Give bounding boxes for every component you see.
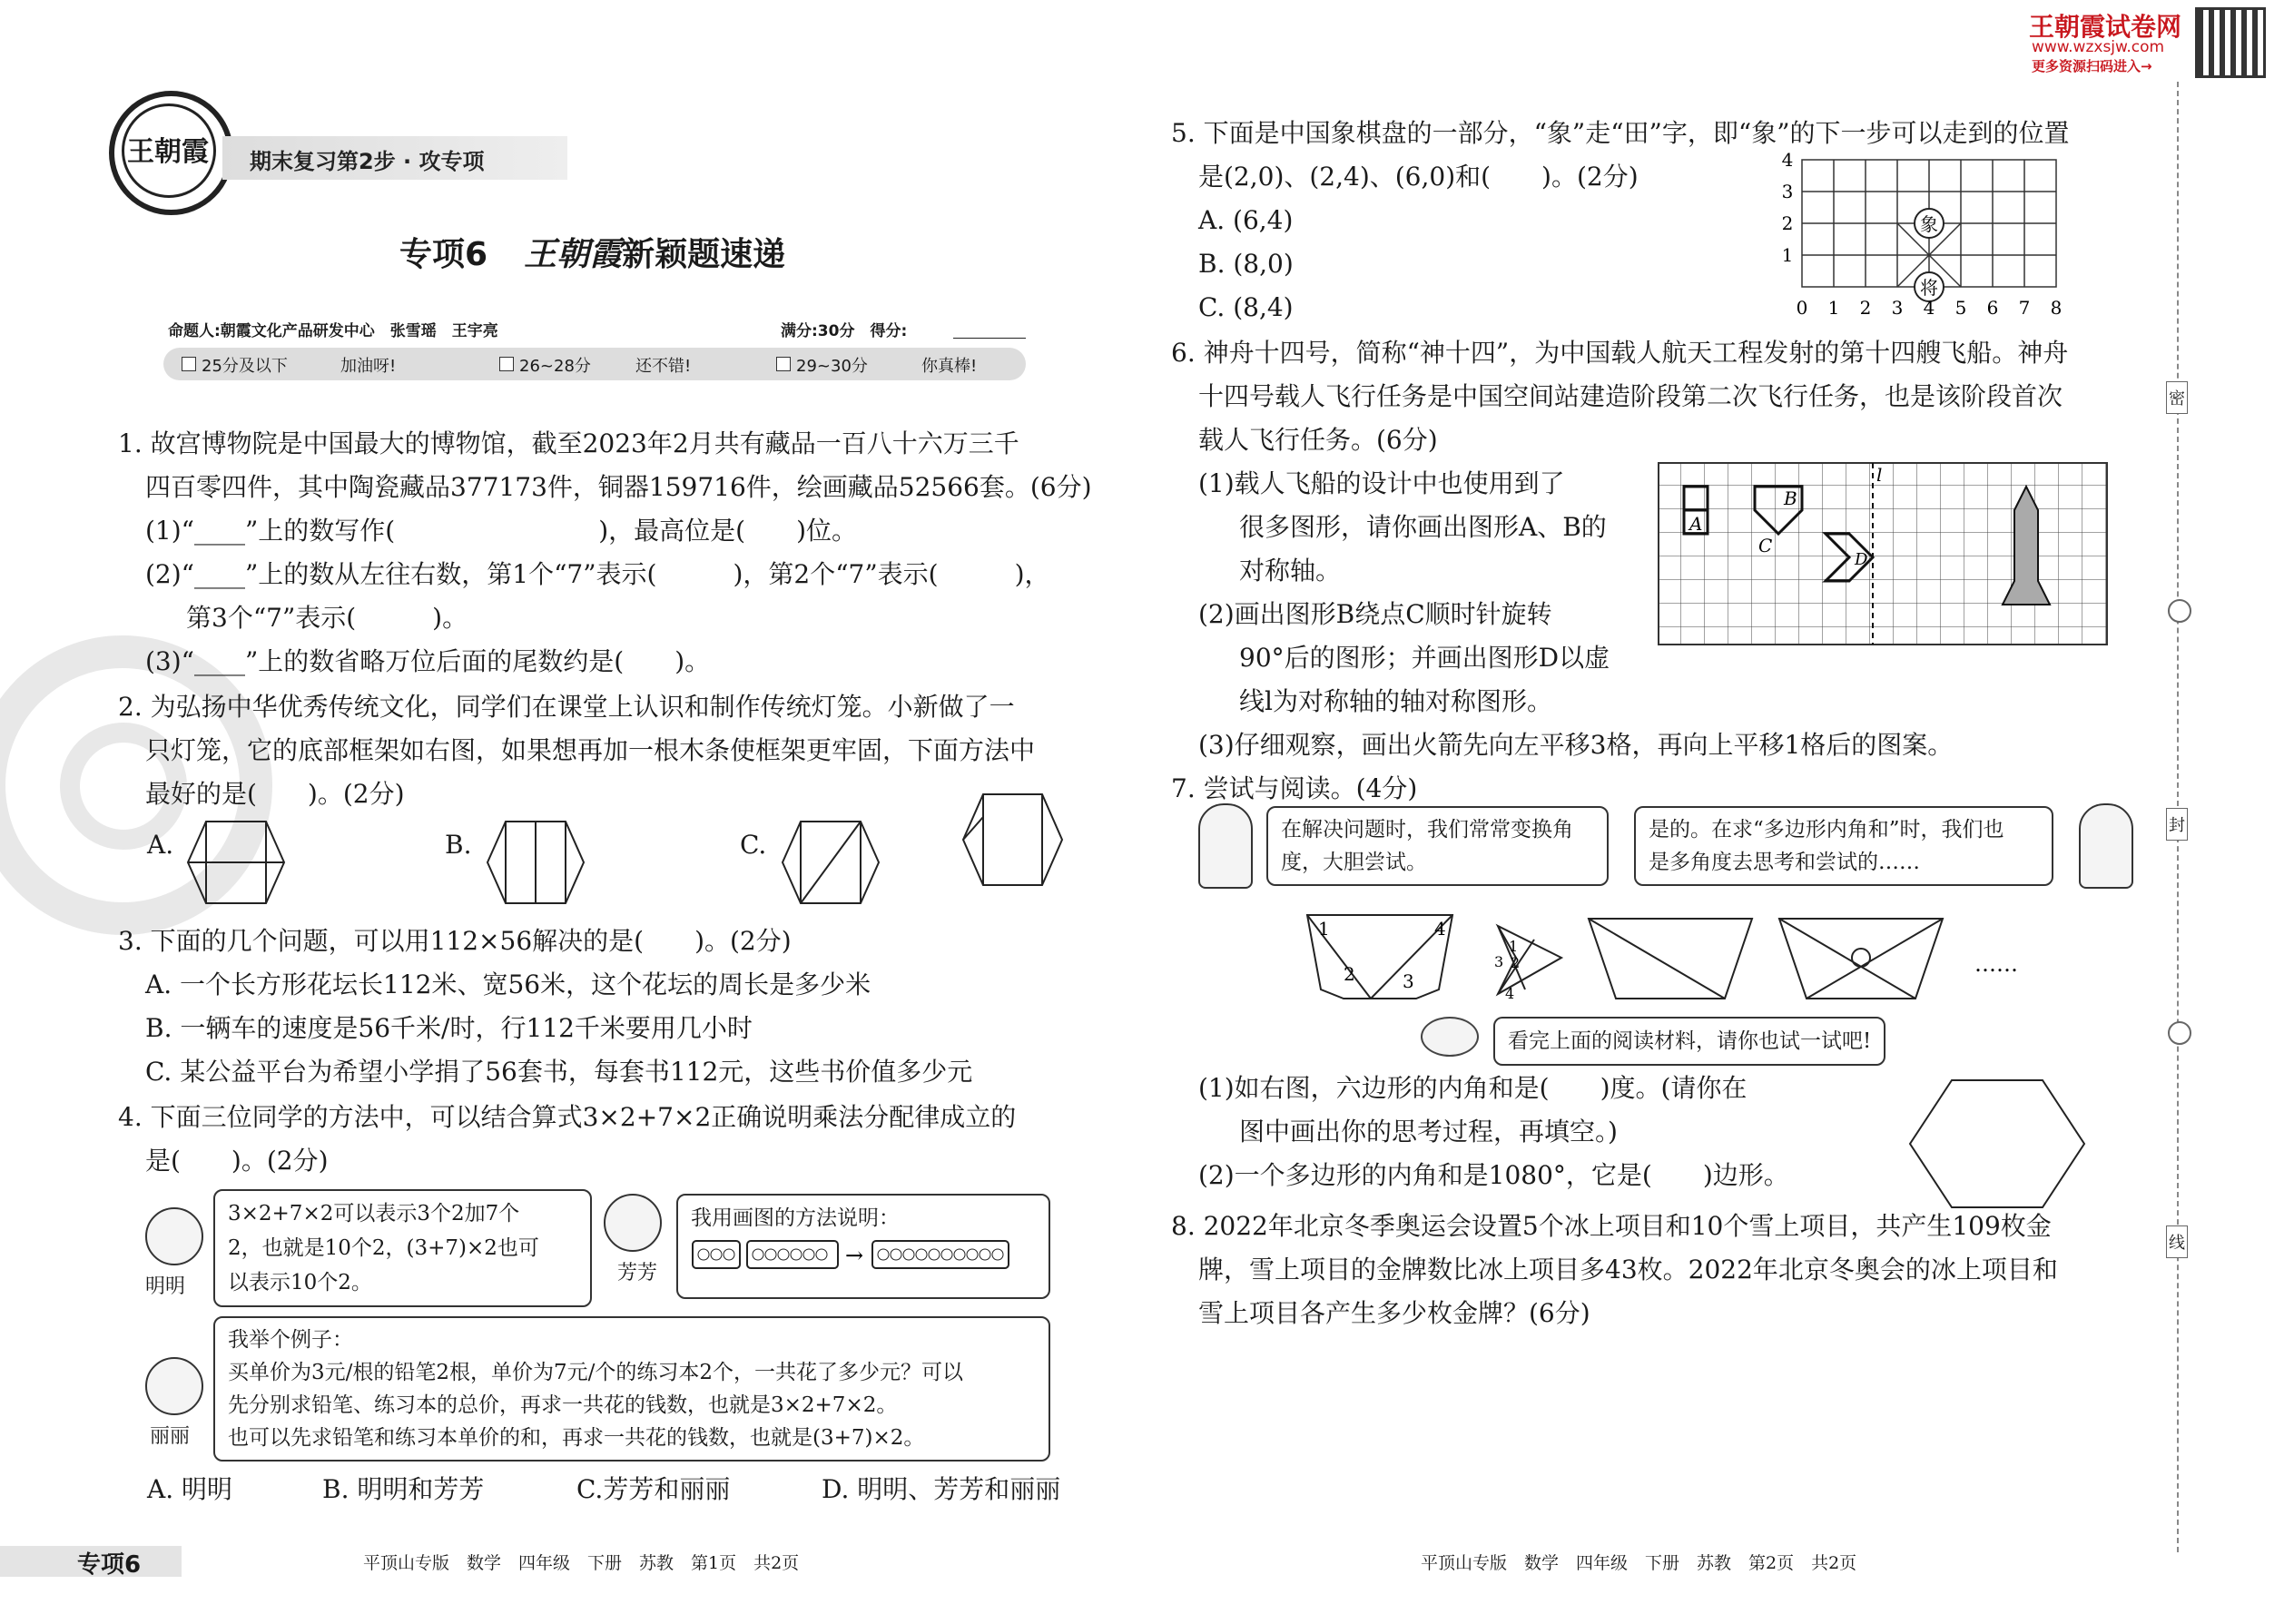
bubble-q7-left: 在解决问题时，我们常常变换角 度，大胆尝试。 — [1266, 806, 1609, 886]
seal-hole-2 — [2168, 1021, 2191, 1045]
bubble-lili: 我举个例子： 买单价为3元/根的铅笔2根，单价为7元/个的练习本2个，一共花了多少元？可以 先分别求铅笔、练习本的总价，再求一共花的钱数，也就是3×2+7×2。 也可以先求铅笔和练习本单价的和，再求一共花的钱数，也就是(3+7)×2。 — [213, 1316, 1050, 1462]
rating-bar: 25分及以下 加油呀! 26~28分 还不错! 29~30分 你真棒! — [163, 348, 1026, 380]
svg-text:1: 1 — [1781, 244, 1794, 266]
seal-hole-1 — [2168, 599, 2191, 623]
svg-text:A: A — [1689, 513, 1703, 535]
svg-text:象: 象 — [1920, 213, 1938, 235]
svg-text:0: 0 — [1796, 297, 1808, 319]
svg-text:6: 6 — [1986, 297, 1999, 319]
svg-text:3: 3 — [1494, 953, 1504, 970]
q7-sub1b: 图中画出你的思考过程，再填空。) — [1239, 1117, 1618, 1147]
site-brand: 王朝霞试卷网 — [2029, 12, 2182, 42]
q4-line1: 4. 下面三位同学的方法中，可以结合算式3×2+7×2正确说明乘法分配律成立的 — [118, 1102, 1017, 1132]
q6-sub1a: (1)载人飞船的设计中也使用到了 — [1198, 468, 1565, 498]
name-lili: 丽丽 — [150, 1425, 191, 1448]
svg-text:3: 3 — [1781, 181, 1794, 202]
q7-sub2: (2)一个多边形的内角和是1080°，它是( )边形。 — [1198, 1160, 1789, 1190]
svg-text:3: 3 — [1403, 970, 1414, 992]
q4-opt-c: C.芳芳和丽丽 — [576, 1474, 731, 1504]
q6-sub3: (3)仔细观察，画出火箭先向左平移3格，再向上平移1格后的图案。 — [1198, 730, 1954, 760]
q5-opt-a: A. (6,4) — [1198, 205, 1294, 235]
q8-line3: 雪上项目各产生多少枚金牌？(6分) — [1198, 1298, 1590, 1328]
name-mingming: 明明 — [145, 1275, 186, 1298]
q5-opt-c: C. (8,4) — [1198, 292, 1294, 322]
footer-left-tag: 专项6 — [77, 1551, 142, 1579]
chess-board-figure — [1775, 153, 2074, 325]
q6-sub2c: 线l为对称轴的轴对称图形。 — [1239, 686, 1552, 716]
seal-mark-1: 密 — [2166, 381, 2188, 414]
q6-sub2b: 90°后的图形；并画出图形D以虚 — [1239, 643, 1610, 673]
q7-polygons-figure — [1298, 908, 2043, 1008]
svg-text:5: 5 — [1954, 297, 1967, 319]
bubble-mingming: 3×2+7×2可以表示3个2加7个 2，也就是10个2，(3+7)×2也可 以表示10个2。 — [213, 1189, 592, 1307]
authors: 命题人:朝霞文化产品研发中心 张雪瑶 王宇亮 — [168, 322, 498, 340]
q2-opt-c-figure — [781, 817, 881, 908]
qr-code — [2195, 7, 2266, 78]
q1-sub3: (3)“____”上的数省略万位后面的尾数约是( )。 — [145, 646, 711, 676]
svg-text:2: 2 — [1859, 297, 1872, 319]
q4-opt-d: D. 明明、芳芳和丽丽 — [822, 1474, 1061, 1504]
svg-text:4: 4 — [1923, 297, 1935, 319]
svg-text:4: 4 — [1434, 918, 1446, 940]
svg-text:……: …… — [1974, 951, 2018, 977]
q8-line2: 牌，雪上项目的金牌数比冰上项目多43枚。2022年北京冬奥会的冰上项目和 — [1198, 1255, 2058, 1284]
svg-text:4: 4 — [1781, 153, 1794, 171]
q1-sub2: (2)“____”上的数从左往右数，第1个“7”表示( )，第2个“7”表示( )， — [145, 559, 1050, 589]
svg-text:B: B — [1784, 487, 1797, 509]
q3-line1: 3. 下面的几个问题，可以用112×56解决的是( )。(2分) — [118, 926, 792, 956]
site-hint: 更多资源扫码进入→ — [2032, 58, 2152, 74]
q2-opt-b-label: B. — [445, 830, 472, 860]
svg-text:l: l — [1876, 464, 1883, 486]
svg-text:1: 1 — [1827, 297, 1840, 319]
q2-line2: 只灯笼，它的底部框架如右图，如果想再加一根木条使框架更牢固，下面方法中 — [145, 735, 1036, 765]
svg-text:将: 将 — [1920, 277, 1938, 299]
seal-mark-3: 线 — [2166, 1225, 2188, 1258]
q6-sub1b: 很多图形，请你画出图形A、B的 — [1239, 512, 1607, 542]
q6-line2: 十四号载人飞行任务是中国空间站建造阶段第二次飞行任务，也是该阶段首次 — [1198, 381, 2063, 411]
svg-text:2: 2 — [1511, 954, 1521, 971]
q2-line1: 2. 为弘扬中华优秀传统文化，同学们在课堂上认识和制作传统灯笼。小新做了一 — [118, 692, 1015, 722]
q1-line1: 1. 故宫博物院是中国最大的博物馆，截至2023年2月共有藏品一百八十六万三千 — [118, 428, 1019, 458]
q1-sub1: (1)“____”上的数写作( )，最高位是( )位。 — [145, 516, 857, 546]
q2-opt-a-label: A. — [147, 830, 174, 860]
logo: 王朝霞 — [109, 91, 233, 215]
site-url: www.wzxsjw.com — [2032, 38, 2165, 56]
hexagon-figure — [1906, 1076, 2088, 1212]
q2-opt-c-label: C. — [740, 830, 767, 860]
score-full: 满分:30分 得分: — [781, 322, 908, 340]
avatar-mingming — [145, 1207, 203, 1265]
q5-line2: 是(2,0)、(2,4)、(6,0)和( )。(2分) — [1198, 162, 1639, 192]
bubble-fangfang: 我用画图的方法说明： → — [676, 1194, 1050, 1299]
lantern-frame-figure — [960, 790, 1065, 890]
q7-sub1a: (1)如右图，六边形的内角和是( )度。(请你在 — [1198, 1073, 1748, 1103]
svg-text:4: 4 — [1505, 985, 1515, 1002]
q5-opt-b: B. (8,0) — [1198, 249, 1294, 279]
svg-text:8: 8 — [2050, 297, 2063, 319]
q3-opt-a: A. 一个长方形花坛长112米、宽56米，这个花坛的周长是多少米 — [145, 969, 871, 999]
q4-opt-b: B. 明明和芳芳 — [322, 1474, 485, 1504]
q2-opt-a-figure — [186, 817, 286, 908]
svg-text:C: C — [1758, 535, 1773, 556]
q7-line1: 7. 尝试与阅读。(4分) — [1171, 773, 1418, 803]
q4-opt-a: A. 明明 — [147, 1474, 233, 1504]
bird-icon — [1421, 1017, 1479, 1057]
footer-right-info: 平顶山专版 数学 四年级 下册 苏教 第2页 共2页 — [1421, 1553, 1857, 1573]
note-bubble: 看完上面的阅读材料，请你也试一试吧! — [1493, 1017, 1885, 1066]
svg-text:1: 1 — [1509, 938, 1519, 955]
avatar-q7-girl — [1198, 803, 1253, 889]
q8-line1: 8. 2022年北京冬季奥运会设置5个冰上项目和10个雪上项目，共产生109枚金 — [1171, 1211, 2052, 1241]
seal-mark-2: 封 — [2166, 808, 2188, 841]
svg-text:2: 2 — [1344, 963, 1355, 985]
q4-line2: 是( )。(2分) — [145, 1146, 329, 1176]
step-banner: 期末复习第2步 · 攻专项 — [222, 136, 567, 180]
page-title: 专项6 王朝霞新颖题速递 — [399, 235, 786, 273]
bubble-q7-right: 是的。在求“多边形内角和”时，我们也 是多角度去思考和尝试的…… — [1634, 806, 2053, 886]
svg-text:D: D — [1855, 550, 1868, 569]
footer-left-info: 平顶山专版 数学 四年级 下册 苏教 第1页 共2页 — [363, 1553, 800, 1573]
svg-text:→: → — [845, 1243, 864, 1268]
avatar-lili — [145, 1357, 203, 1415]
q2-opt-b-figure — [486, 817, 586, 908]
q3-opt-c: C. 某公益平台为希望小学捐了56套书，每套书112元，这些书价值多少元 — [145, 1057, 973, 1087]
q1-sub2b: 第3个“7”表示( )。 — [186, 603, 468, 633]
avatar-q7-boy — [2079, 803, 2133, 889]
q6-line3: 载人飞行任务。(6分) — [1198, 425, 1438, 455]
dot-array-figure — [691, 1235, 1036, 1277]
svg-text:7: 7 — [2018, 297, 2031, 319]
q3-opt-b: B. 一辆车的速度是56千米/时，行112千米要用几小时 — [145, 1013, 753, 1043]
svg-text:3: 3 — [1891, 297, 1904, 319]
name-fangfang: 芳芳 — [617, 1262, 658, 1284]
q6-sub1c: 对称轴。 — [1239, 556, 1342, 586]
q6-grid-figure — [1657, 461, 2129, 647]
avatar-fangfang — [604, 1194, 662, 1252]
svg-text:2: 2 — [1781, 212, 1794, 234]
q1-line2: 四百零四件，其中陶瓷藏品377173件，铜器159716件，绘画藏品52566套。(6分) — [145, 472, 1092, 502]
q2-line3: 最好的是( )。(2分) — [145, 779, 405, 809]
q6-line1: 6. 神舟十四号，简称“神十四”，为中国载人航天工程发射的第十四艘飞船。神舟 — [1171, 338, 2069, 368]
svg-text:1: 1 — [1318, 918, 1330, 940]
q5-line1: 5. 下面是中国象棋盘的一部分，“象”走“田”字，即“象”的下一步可以走到的位置 — [1171, 118, 2070, 148]
q6-sub2a: (2)画出图形B绕点C顺时针旋转 — [1198, 599, 1552, 629]
